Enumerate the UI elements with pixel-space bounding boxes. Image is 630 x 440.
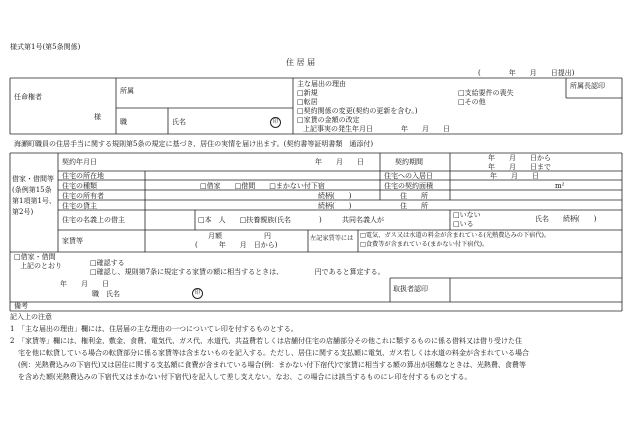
co-resident-name: 氏名 続柄( ) xyxy=(535,215,597,223)
chief-approval-label: 所属長認印 xyxy=(570,82,605,90)
submission-date: ( 年 月 日提出) xyxy=(478,69,575,77)
move-in-label: 住宅への入居日 xyxy=(384,172,433,180)
note-2-line-1: 2 「家賃等」欄には、権利金、敷金、食費、電気代、ガス代、水道代、共益費若しくは店舗付住宅の店舗部分その他これに類するものに係る借料又は借り受けた住 xyxy=(10,337,522,345)
note-2-line-2: 宅を他に転貸している場合の転貸部分に係る家賃等は含まないものを記入する。ただし、居住に関する支払額に電気、ガス若しくは水道の料金が含まれている場合 xyxy=(18,349,529,357)
owner-relation: 続柄( ) xyxy=(318,192,352,200)
approver-seal-label: 取扱者認印 xyxy=(393,285,428,293)
lessor-address-label: 住 所 xyxy=(400,202,428,210)
appointer-label: 任命権者 xyxy=(14,93,42,101)
seal-mark: 印 xyxy=(270,117,281,128)
position-label: 職 xyxy=(120,118,127,126)
reason-contract-change[interactable]: □契約関係の変更(契約の更新を含む。) xyxy=(297,107,418,115)
rent-option-utilities[interactable]: □電気、ガス又は水道の料金が含まれている(光熱費込みの下宿代)。 xyxy=(360,232,551,239)
floor-area-unit: m² xyxy=(555,182,565,190)
confirm-as-above: 上記のとおり xyxy=(20,262,62,270)
contract-holder-options[interactable]: □本 人 □扶養親族(氏名 ) xyxy=(198,216,322,224)
lessor-label: 住宅の貸主 xyxy=(62,202,97,210)
form-number: 様式第1号(第5条関係) xyxy=(10,43,81,51)
note-2-line-4: を含めた額(光熱費込みの下宿代又はまかない付下宿代)を記入して差し支えない。なお、この場合には該当するものにレ印を付するものとする。 xyxy=(18,373,472,381)
contract-date-value: 年 月 日 xyxy=(315,158,364,166)
confirm-date: 年 月 日 xyxy=(60,280,109,288)
contract-holder-label: 住宅の名義上の借主 xyxy=(62,216,125,224)
name-label: 氏名 xyxy=(172,118,186,126)
confirm-option-2[interactable]: □確認し、規則第7条に規定する家賃の額に相当するときは、 円であると算定する。 xyxy=(90,268,385,276)
confirm-seal-mark: 印 xyxy=(192,288,203,299)
remarks-label: 備考 xyxy=(14,302,28,310)
type-options[interactable]: □借家 □借間 □まかない付下宿 xyxy=(200,182,325,190)
floor-area-label: 住宅の契約面積 xyxy=(384,182,433,190)
reason-other[interactable]: □その他 xyxy=(458,98,486,106)
confirm-rental-label[interactable]: □借家・借間 xyxy=(14,253,56,261)
owner-label: 住宅の所有者 xyxy=(62,192,104,200)
reason-new[interactable]: □新規 xyxy=(297,89,318,97)
period-to: 年 月 日まで xyxy=(488,163,551,171)
note-2-line-3: (例：光熱費込みの下宿代)又は居住に関する支払額に食費が含まれている場合(例：まかない付下宿代)で家賃に相当する額の算出が困難なときは、光熱費、食費等 xyxy=(18,361,526,369)
lessor-relation: 続柄( ) xyxy=(318,202,352,210)
period-from: 年 月 日から xyxy=(488,154,551,162)
type-label: 住宅の種類 xyxy=(62,182,97,190)
affiliation-label: 所属 xyxy=(120,87,134,95)
contract-date-label: 契約年月日 xyxy=(62,158,97,166)
rent-option-meals[interactable]: □食費等が含まれている(まかない付下宿代)。 xyxy=(360,241,489,248)
contract-period-label: 契約期間 xyxy=(395,158,423,166)
rent-since: ( 年 月 日から) xyxy=(195,241,278,249)
co-resident-none[interactable]: □いない xyxy=(453,211,481,219)
confirm-position-name: 職 氏名 xyxy=(92,290,120,298)
move-in-value: 年 月 日 xyxy=(490,172,539,180)
owner-address-label: 住 所 xyxy=(400,192,428,200)
note-1: 1 「主な届出の理由」欄には、住居届の主な理由の一つについてレ印を付するものとする。 xyxy=(10,325,298,333)
co-resident-label: 共同名義人が xyxy=(342,216,384,224)
rent-label: 家賃等 xyxy=(62,237,83,245)
occurrence-date: 上記事実の発生年月日 年 月 日 xyxy=(303,125,450,133)
declaration-statement: 海瀬町職員の住居手当に関する規則第5条の規定に基づき、居住の実情を届け出ます。(契約書等証明書類 通添付) xyxy=(14,140,374,148)
reasons-title: 主な届出の理由 xyxy=(297,80,346,88)
location-label: 住宅の所在地 xyxy=(62,172,104,180)
rent-monthly: 月額 円 xyxy=(208,232,271,240)
co-resident-exists[interactable]: □いる xyxy=(453,220,474,228)
form-title: 住 居 届 xyxy=(286,58,316,67)
reason-rent-revision[interactable]: □家賃の金額の改定 xyxy=(297,116,360,124)
rental-side-label: 借家・借間等(条例第15条第1項第1号、第2号) xyxy=(12,175,56,216)
confirm-option-1[interactable]: □確認する xyxy=(90,259,125,267)
reason-move[interactable]: □転居 xyxy=(297,98,318,106)
rent-contents-label: 左記家賃等には xyxy=(310,235,354,242)
notes-title: 記入上の注意 xyxy=(10,313,52,321)
sama-label: 様 xyxy=(94,113,101,121)
reason-loss-of-eligibility[interactable]: □支給要件の喪失 xyxy=(458,89,514,97)
